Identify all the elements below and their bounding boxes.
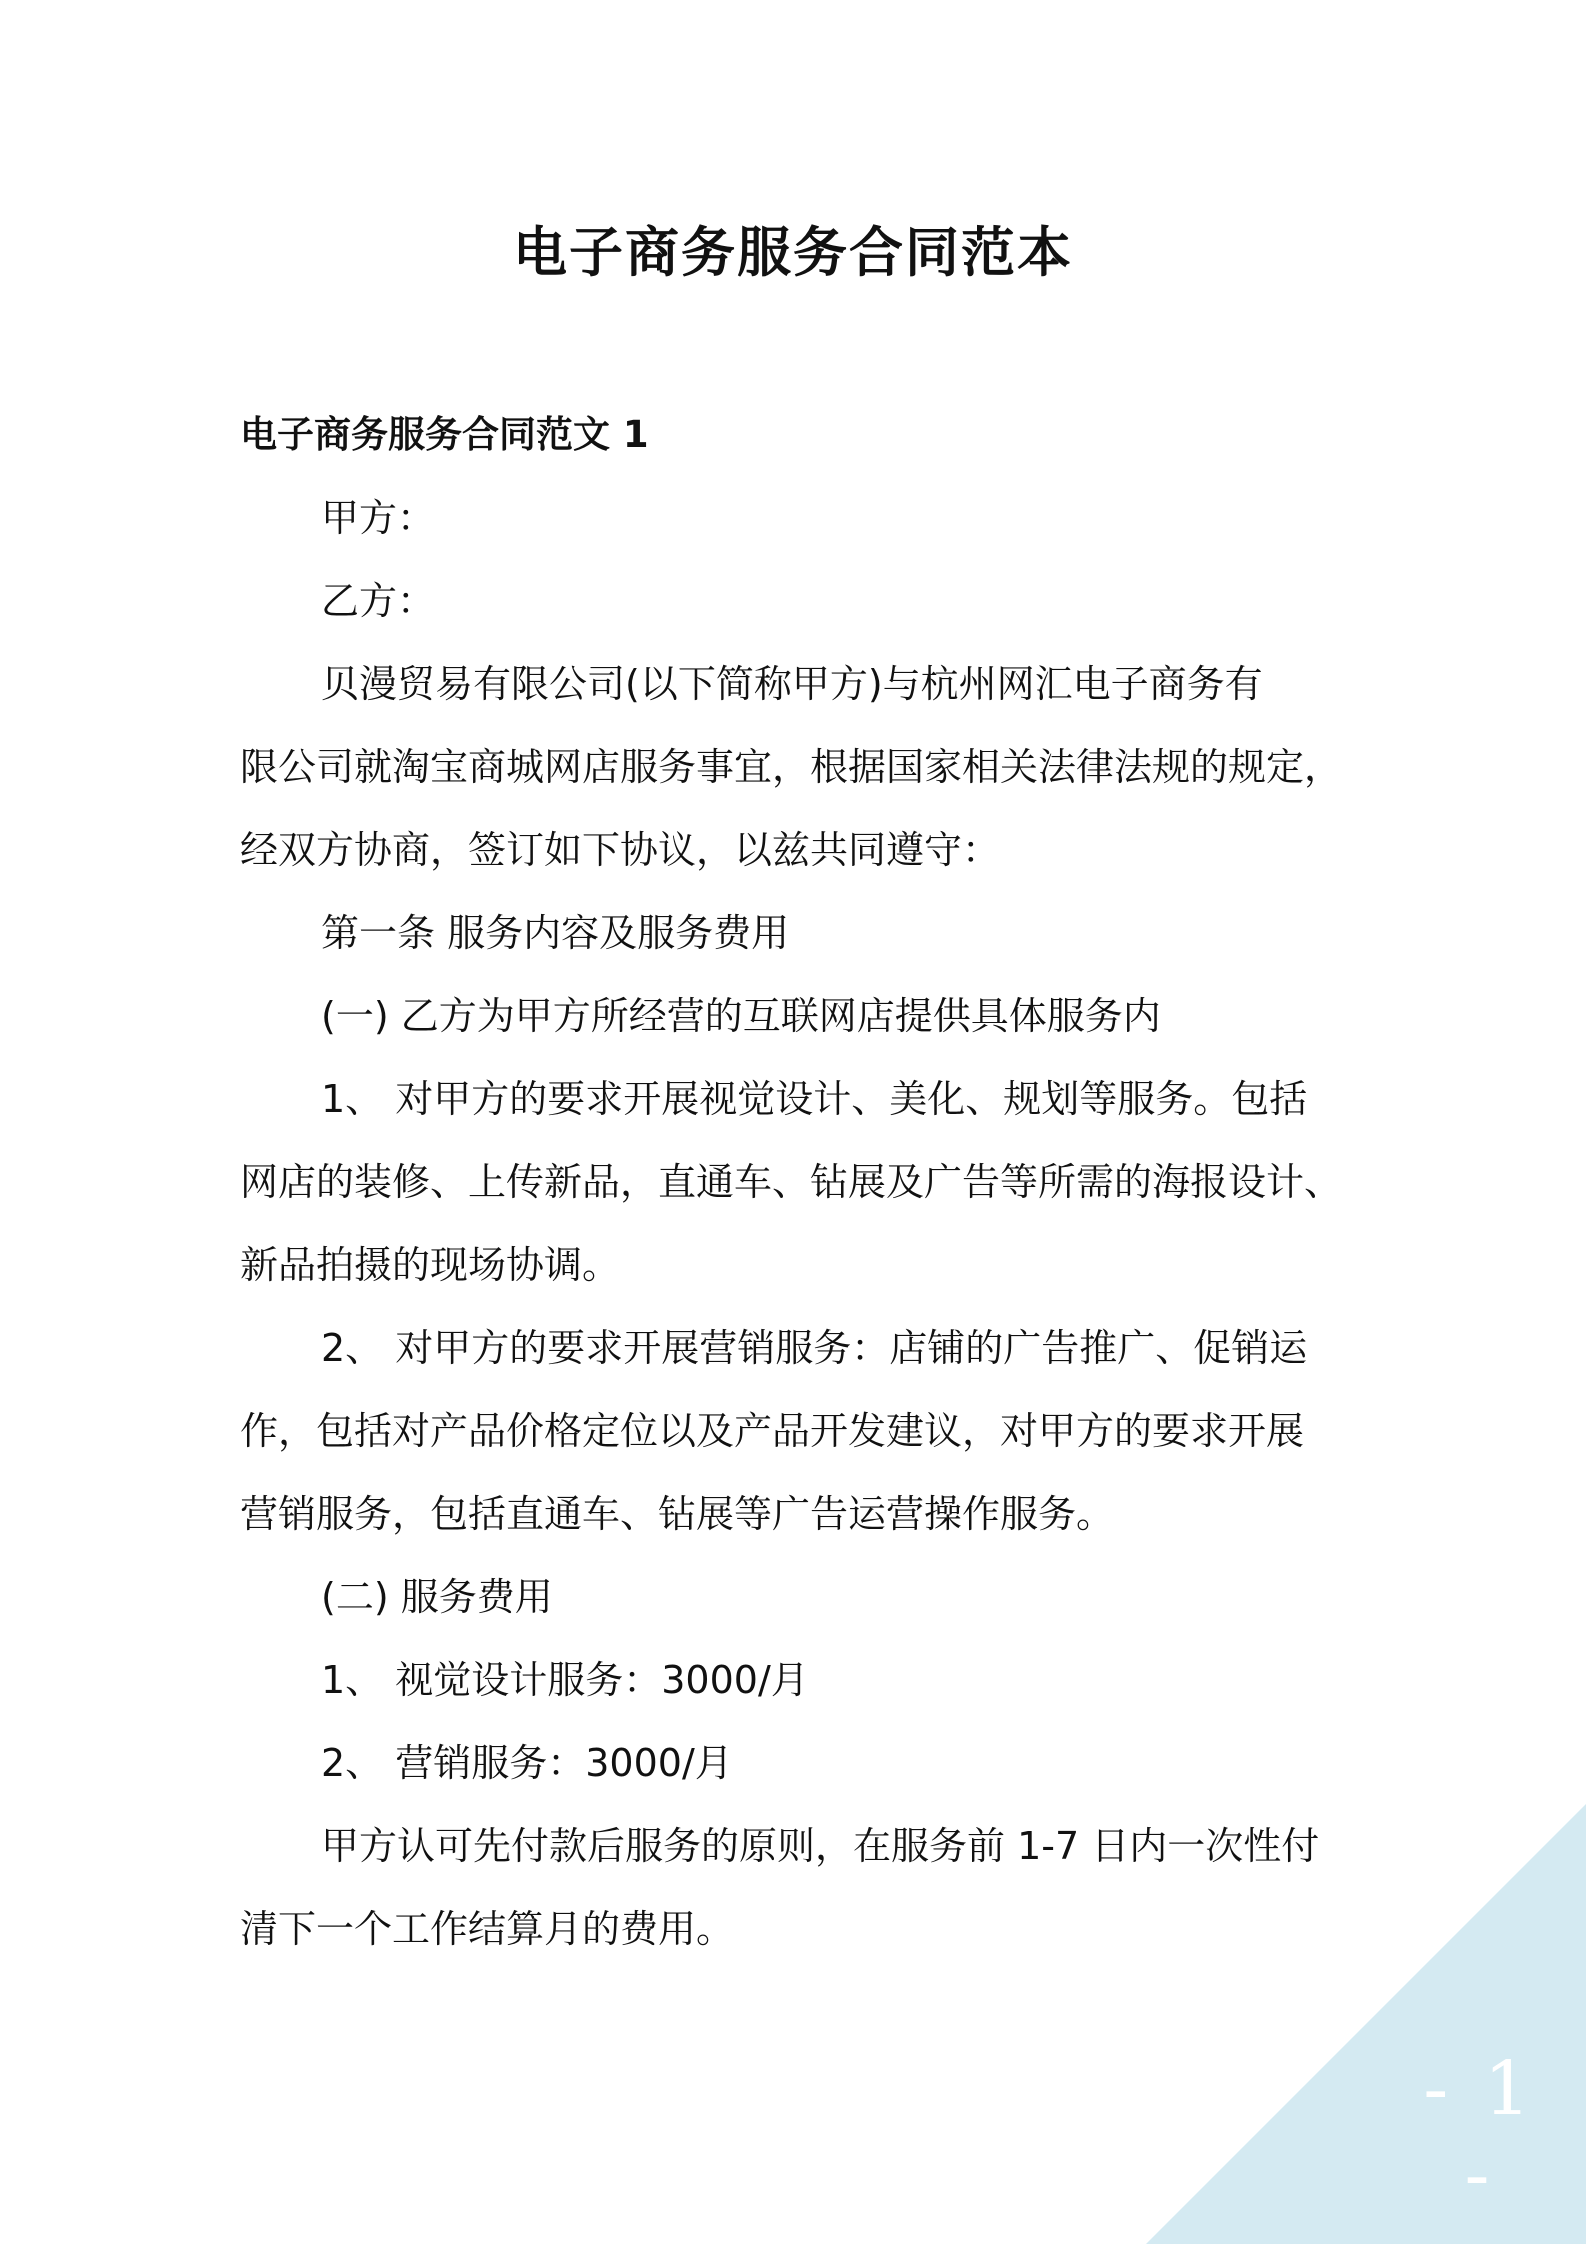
paragraph-line: 作，包括对产品价格定位以及产品开发建议，对甲方的要求开展 [240, 1409, 1305, 1453]
paragraph-line: 网店的装修、上传新品，直通车、钻展及广告等所需的海报设计、 [240, 1160, 1343, 1204]
paragraph-line: 甲方认可先付款后服务的原则，在服务前 1-7 日内一次性付 [321, 1824, 1320, 1868]
article-heading: 第一条 服务内容及服务费用 [321, 911, 790, 955]
section-heading: 电子商务服务合同范文 1 [240, 413, 649, 456]
party-b-line: 乙方： [321, 579, 436, 623]
subsection-heading: (一) 乙方为甲方所经营的互联网店提供具体服务内 [321, 994, 1161, 1038]
party-a-line: 甲方： [321, 496, 436, 540]
paragraph-line: 新品拍摄的现场协调。 [240, 1243, 621, 1287]
paragraph-line: 经双方协商，签订如下协议，以兹共同遵守： [240, 828, 1001, 872]
paragraph-line: 贝漫贸易有限公司(以下简称甲方)与杭州网汇电子商务有 [321, 662, 1263, 706]
fee-item: 2、 营销服务：3000/月 [321, 1741, 733, 1785]
paragraph-line: 营销服务，包括直通车、钻展等广告运营操作服务。 [240, 1492, 1115, 1536]
fee-item: 1、 视觉设计服务：3000/月 [321, 1658, 809, 1702]
document-title: 电子商务服务合同范本 [513, 221, 1073, 284]
page-number: - 1 - [1423, 2046, 1537, 2218]
paragraph-line: 清下一个工作结算月的费用。 [240, 1907, 735, 1951]
list-item: 1、 对甲方的要求开展视觉设计、美化、规划等服务。包括 [321, 1077, 1308, 1121]
paragraph-line: 限公司就淘宝商城网店服务事宜，根据国家相关法律法规的规定， [240, 745, 1343, 789]
subsection-heading: (二) 服务费用 [321, 1575, 553, 1619]
list-item: 2、 对甲方的要求开展营销服务：店铺的广告推广、促销运 [321, 1326, 1308, 1370]
